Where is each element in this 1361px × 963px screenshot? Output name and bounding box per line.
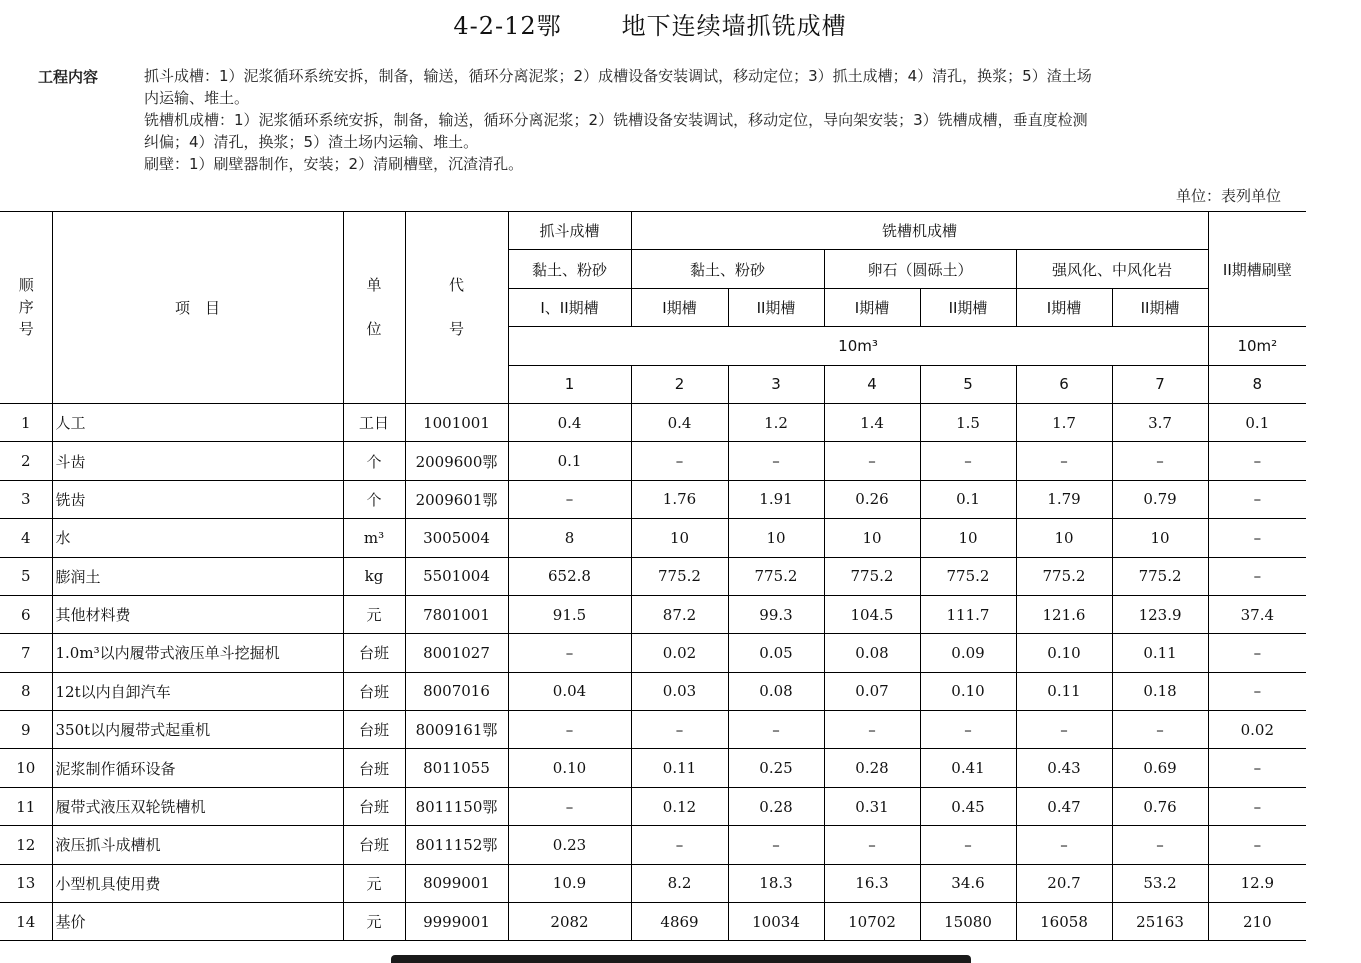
row-value: 121.6 xyxy=(1016,595,1112,633)
row-code: 7801001 xyxy=(405,595,508,633)
row-unit: 元 xyxy=(343,903,405,941)
row-value: 3.7 xyxy=(1112,403,1208,441)
quota-code: 4-2-12鄂 xyxy=(453,12,562,40)
header-item: 项 目 xyxy=(52,212,343,404)
row-code: 2009600鄂 xyxy=(405,442,508,480)
row-unit: 台班 xyxy=(343,711,405,749)
row-value: 0.26 xyxy=(824,480,920,518)
row-unit: kg xyxy=(343,557,405,595)
row-value: 0.12 xyxy=(631,787,728,825)
row-value: 10702 xyxy=(824,903,920,941)
column-number: 8 xyxy=(1208,365,1306,403)
row-value: – xyxy=(1208,787,1306,825)
row-code: 5501004 xyxy=(405,557,508,595)
row-value: 0.4 xyxy=(631,403,728,441)
row-seq: 3 xyxy=(0,480,52,518)
row-value: 12.9 xyxy=(1208,864,1306,902)
row-value: 0.04 xyxy=(508,672,631,710)
row-value: – xyxy=(920,442,1016,480)
table-row xyxy=(0,634,1306,672)
row-value: – xyxy=(508,711,631,749)
table-row xyxy=(0,903,1306,941)
row-value: 0.25 xyxy=(728,749,824,787)
row-value: 775.2 xyxy=(631,557,728,595)
row-value: 775.2 xyxy=(824,557,920,595)
table-row xyxy=(0,826,1306,864)
row-value: 0.47 xyxy=(1016,787,1112,825)
table-row xyxy=(0,480,1306,518)
row-value: – xyxy=(631,442,728,480)
row-value: – xyxy=(1208,634,1306,672)
row-seq: 10 xyxy=(0,749,52,787)
row-item: 350t以内履带式起重机 xyxy=(52,711,343,749)
work-content-line: 铣槽机成槽：1）泥浆循环系统安拆，制备，输送，循环分离泥浆；2）铣槽设备安装调试，移动定位，导向架安装；3）铣槽成槽，垂直度检测 xyxy=(144,111,1088,129)
row-value: – xyxy=(508,480,631,518)
row-value: – xyxy=(508,787,631,825)
column-number: 4 xyxy=(824,365,920,403)
row-value: 1.4 xyxy=(824,403,920,441)
row-value: 1.2 xyxy=(728,403,824,441)
header-soil-mill: 黏土、粉砂 xyxy=(631,250,824,288)
row-code: 8007016 xyxy=(405,672,508,710)
row-value: – xyxy=(1208,480,1306,518)
row-value: – xyxy=(1112,826,1208,864)
row-value: 0.76 xyxy=(1112,787,1208,825)
row-value: 775.2 xyxy=(920,557,1016,595)
header-seq: 顺序号 xyxy=(0,212,52,404)
row-value: – xyxy=(1112,442,1208,480)
row-unit: 台班 xyxy=(343,672,405,710)
row-value: – xyxy=(824,826,920,864)
row-value: 0.08 xyxy=(824,634,920,672)
row-value: 0.05 xyxy=(728,634,824,672)
row-unit: 个 xyxy=(343,480,405,518)
row-item: 水 xyxy=(52,519,343,557)
row-value: 0.10 xyxy=(508,749,631,787)
row-value: – xyxy=(920,826,1016,864)
row-seq: 9 xyxy=(0,711,52,749)
row-value: 15080 xyxy=(920,903,1016,941)
row-value: 8 xyxy=(508,519,631,557)
row-value: 53.2 xyxy=(1112,864,1208,902)
header-rock: 强风化、中风化岩 xyxy=(1016,250,1208,288)
header-soil-grab: 黏土、粉砂 xyxy=(508,250,631,288)
row-unit: m³ xyxy=(343,519,405,557)
row-code: 8009161鄂 xyxy=(405,711,508,749)
row-value: 0.03 xyxy=(631,672,728,710)
row-value: – xyxy=(824,711,920,749)
row-unit: 工日 xyxy=(343,403,405,441)
work-content-line: 内运输、堆土。 xyxy=(144,89,250,107)
header-phase: I期槽 xyxy=(631,288,728,326)
row-value: 775.2 xyxy=(1112,557,1208,595)
row-value: 87.2 xyxy=(631,595,728,633)
row-value: 0.1 xyxy=(920,480,1016,518)
row-value: – xyxy=(824,442,920,480)
row-code: 8011055 xyxy=(405,749,508,787)
row-value: 0.10 xyxy=(1016,634,1112,672)
row-value: – xyxy=(1208,826,1306,864)
row-value: 1.91 xyxy=(728,480,824,518)
row-unit: 元 xyxy=(343,864,405,902)
work-content-line: 刷壁：1）刷壁器制作，安装；2）清刷槽壁，沉渣清孔。 xyxy=(144,155,524,173)
header-code: 代号 xyxy=(405,212,508,404)
unit-note: 单位：表列单位 xyxy=(1176,187,1282,205)
row-value: 10034 xyxy=(728,903,824,941)
row-value: 0.79 xyxy=(1112,480,1208,518)
row-value: 652.8 xyxy=(508,557,631,595)
table-row xyxy=(0,672,1306,710)
row-unit: 台班 xyxy=(343,634,405,672)
table-row xyxy=(0,749,1306,787)
row-value: 0.10 xyxy=(920,672,1016,710)
page-title xyxy=(0,6,1300,40)
header-wall: II期槽刷壁 xyxy=(1208,212,1306,327)
row-value: 16058 xyxy=(1016,903,1112,941)
row-seq: 4 xyxy=(0,519,52,557)
header-phase: I期槽 xyxy=(824,288,920,326)
row-value: 123.9 xyxy=(1112,595,1208,633)
row-item: 液压抓斗成槽机 xyxy=(52,826,343,864)
row-value: 25163 xyxy=(1112,903,1208,941)
column-number: 7 xyxy=(1112,365,1208,403)
table-row xyxy=(0,787,1306,825)
row-value: 10 xyxy=(920,519,1016,557)
row-value: 18.3 xyxy=(728,864,824,902)
row-value: 0.18 xyxy=(1112,672,1208,710)
row-value: 0.07 xyxy=(824,672,920,710)
row-item: 基价 xyxy=(52,903,343,941)
row-value: – xyxy=(1016,442,1112,480)
row-seq: 13 xyxy=(0,864,52,902)
row-unit: 台班 xyxy=(343,787,405,825)
column-number: 5 xyxy=(920,365,1016,403)
table-row xyxy=(0,864,1306,902)
row-code: 8099001 xyxy=(405,864,508,902)
row-value: 0.43 xyxy=(1016,749,1112,787)
column-number: 2 xyxy=(631,365,728,403)
row-value: 0.02 xyxy=(631,634,728,672)
row-item: 其他材料费 xyxy=(52,595,343,633)
header-phase: II期槽 xyxy=(920,288,1016,326)
row-value: 37.4 xyxy=(1208,595,1306,633)
table-row xyxy=(0,595,1306,633)
header-phase: I期槽 xyxy=(1016,288,1112,326)
row-code: 3005004 xyxy=(405,519,508,557)
row-value: 4869 xyxy=(631,903,728,941)
row-value: – xyxy=(1016,711,1112,749)
quota-title: 地下连续墙抓铣成槽 xyxy=(621,12,847,40)
row-value: – xyxy=(1208,749,1306,787)
row-value: 0.1 xyxy=(1208,403,1306,441)
row-item: 斗齿 xyxy=(52,442,343,480)
row-item: 履带式液压双轮铣槽机 xyxy=(52,787,343,825)
row-value: 775.2 xyxy=(728,557,824,595)
row-code: 2009601鄂 xyxy=(405,480,508,518)
row-value: 0.11 xyxy=(1016,672,1112,710)
row-value: 0.11 xyxy=(1112,634,1208,672)
row-value: 2082 xyxy=(508,903,631,941)
header-mill: 铣槽机成槽 xyxy=(631,212,1208,250)
row-value: 0.23 xyxy=(508,826,631,864)
row-item: 泥浆制作循环设备 xyxy=(52,749,343,787)
row-value: 10 xyxy=(728,519,824,557)
table-row xyxy=(0,519,1306,557)
column-number: 6 xyxy=(1016,365,1112,403)
row-seq: 14 xyxy=(0,903,52,941)
row-item: 12t以内自卸汽车 xyxy=(52,672,343,710)
row-value: 104.5 xyxy=(824,595,920,633)
horizontal-scrollbar[interactable] xyxy=(391,955,971,963)
row-value: – xyxy=(1208,672,1306,710)
row-value: 210 xyxy=(1208,903,1306,941)
row-seq: 12 xyxy=(0,826,52,864)
row-value: – xyxy=(1112,711,1208,749)
row-value: 1.79 xyxy=(1016,480,1112,518)
row-value: 0.31 xyxy=(824,787,920,825)
header-unit-10m2: 10m² xyxy=(1208,327,1306,365)
work-content-line: 抓斗成槽：1）泥浆循环系统安拆，制备，输送，循环分离泥浆；2）成槽设备安装调试，移动定位；3）抓土成槽；4）清孔，换浆；5）渣土场 xyxy=(144,67,1092,85)
row-code: 8001027 xyxy=(405,634,508,672)
work-content-text xyxy=(144,65,1254,175)
row-code: 8011152鄂 xyxy=(405,826,508,864)
row-value: 10.9 xyxy=(508,864,631,902)
work-content-line: 纠偏；4）清孔，换浆；5）渣土场内运输、堆土。 xyxy=(144,133,479,151)
column-number: 3 xyxy=(728,365,824,403)
row-item: 小型机具使用费 xyxy=(52,864,343,902)
row-item: 人工 xyxy=(52,403,343,441)
table-row xyxy=(0,557,1306,595)
row-value: 16.3 xyxy=(824,864,920,902)
row-value: 91.5 xyxy=(508,595,631,633)
row-value: 0.28 xyxy=(824,749,920,787)
row-code: 8011150鄂 xyxy=(405,787,508,825)
row-value: 0.08 xyxy=(728,672,824,710)
row-value: 8.2 xyxy=(631,864,728,902)
row-value: 775.2 xyxy=(1016,557,1112,595)
table-row xyxy=(0,442,1306,480)
row-seq: 11 xyxy=(0,787,52,825)
row-value: 10 xyxy=(1016,519,1112,557)
row-value: 111.7 xyxy=(920,595,1016,633)
row-value: 0.4 xyxy=(508,403,631,441)
row-code: 9999001 xyxy=(405,903,508,941)
row-value: – xyxy=(1208,557,1306,595)
quota-table xyxy=(0,211,1306,941)
row-value: 1.5 xyxy=(920,403,1016,441)
row-value: 10 xyxy=(824,519,920,557)
row-unit: 台班 xyxy=(343,826,405,864)
row-seq: 5 xyxy=(0,557,52,595)
row-seq: 8 xyxy=(0,672,52,710)
header-phase: II期槽 xyxy=(728,288,824,326)
row-value: – xyxy=(728,711,824,749)
row-item: 膨润土 xyxy=(52,557,343,595)
row-value: 20.7 xyxy=(1016,864,1112,902)
row-unit: 元 xyxy=(343,595,405,633)
row-value: 0.02 xyxy=(1208,711,1306,749)
work-content-label: 工程内容 xyxy=(38,68,99,86)
row-value: 1.76 xyxy=(631,480,728,518)
table-row xyxy=(0,403,1306,441)
row-value: 34.6 xyxy=(920,864,1016,902)
row-unit: 个 xyxy=(343,442,405,480)
header-unit-10m3: 10m³ xyxy=(508,327,1208,365)
row-value: 10 xyxy=(631,519,728,557)
row-code: 1001001 xyxy=(405,403,508,441)
row-value: – xyxy=(631,826,728,864)
row-value: – xyxy=(1208,442,1306,480)
row-value: – xyxy=(728,826,824,864)
row-seq: 7 xyxy=(0,634,52,672)
row-value: 1.7 xyxy=(1016,403,1112,441)
row-value: 0.28 xyxy=(728,787,824,825)
row-value: – xyxy=(1208,519,1306,557)
row-value: – xyxy=(508,634,631,672)
row-item: 铣齿 xyxy=(52,480,343,518)
header-gravel: 卵石（圆砾土） xyxy=(824,250,1016,288)
row-unit: 台班 xyxy=(343,749,405,787)
row-value: 0.09 xyxy=(920,634,1016,672)
row-seq: 2 xyxy=(0,442,52,480)
header-unit: 单位 xyxy=(343,212,405,404)
row-value: 0.69 xyxy=(1112,749,1208,787)
row-value: – xyxy=(1016,826,1112,864)
row-value: – xyxy=(920,711,1016,749)
row-seq: 6 xyxy=(0,595,52,633)
column-number: 1 xyxy=(508,365,631,403)
row-value: 10 xyxy=(1112,519,1208,557)
row-value: – xyxy=(631,711,728,749)
row-item: 1.0m³以内履带式液压单斗挖掘机 xyxy=(52,634,343,672)
row-value: – xyxy=(728,442,824,480)
header-phase: I、II期槽 xyxy=(508,288,631,326)
row-value: 0.11 xyxy=(631,749,728,787)
row-value: 99.3 xyxy=(728,595,824,633)
table-row xyxy=(0,711,1306,749)
row-value: 0.1 xyxy=(508,442,631,480)
row-seq: 1 xyxy=(0,403,52,441)
header-phase: II期槽 xyxy=(1112,288,1208,326)
row-value: 0.45 xyxy=(920,787,1016,825)
row-value: 0.41 xyxy=(920,749,1016,787)
header-grab: 抓斗成槽 xyxy=(508,212,631,250)
